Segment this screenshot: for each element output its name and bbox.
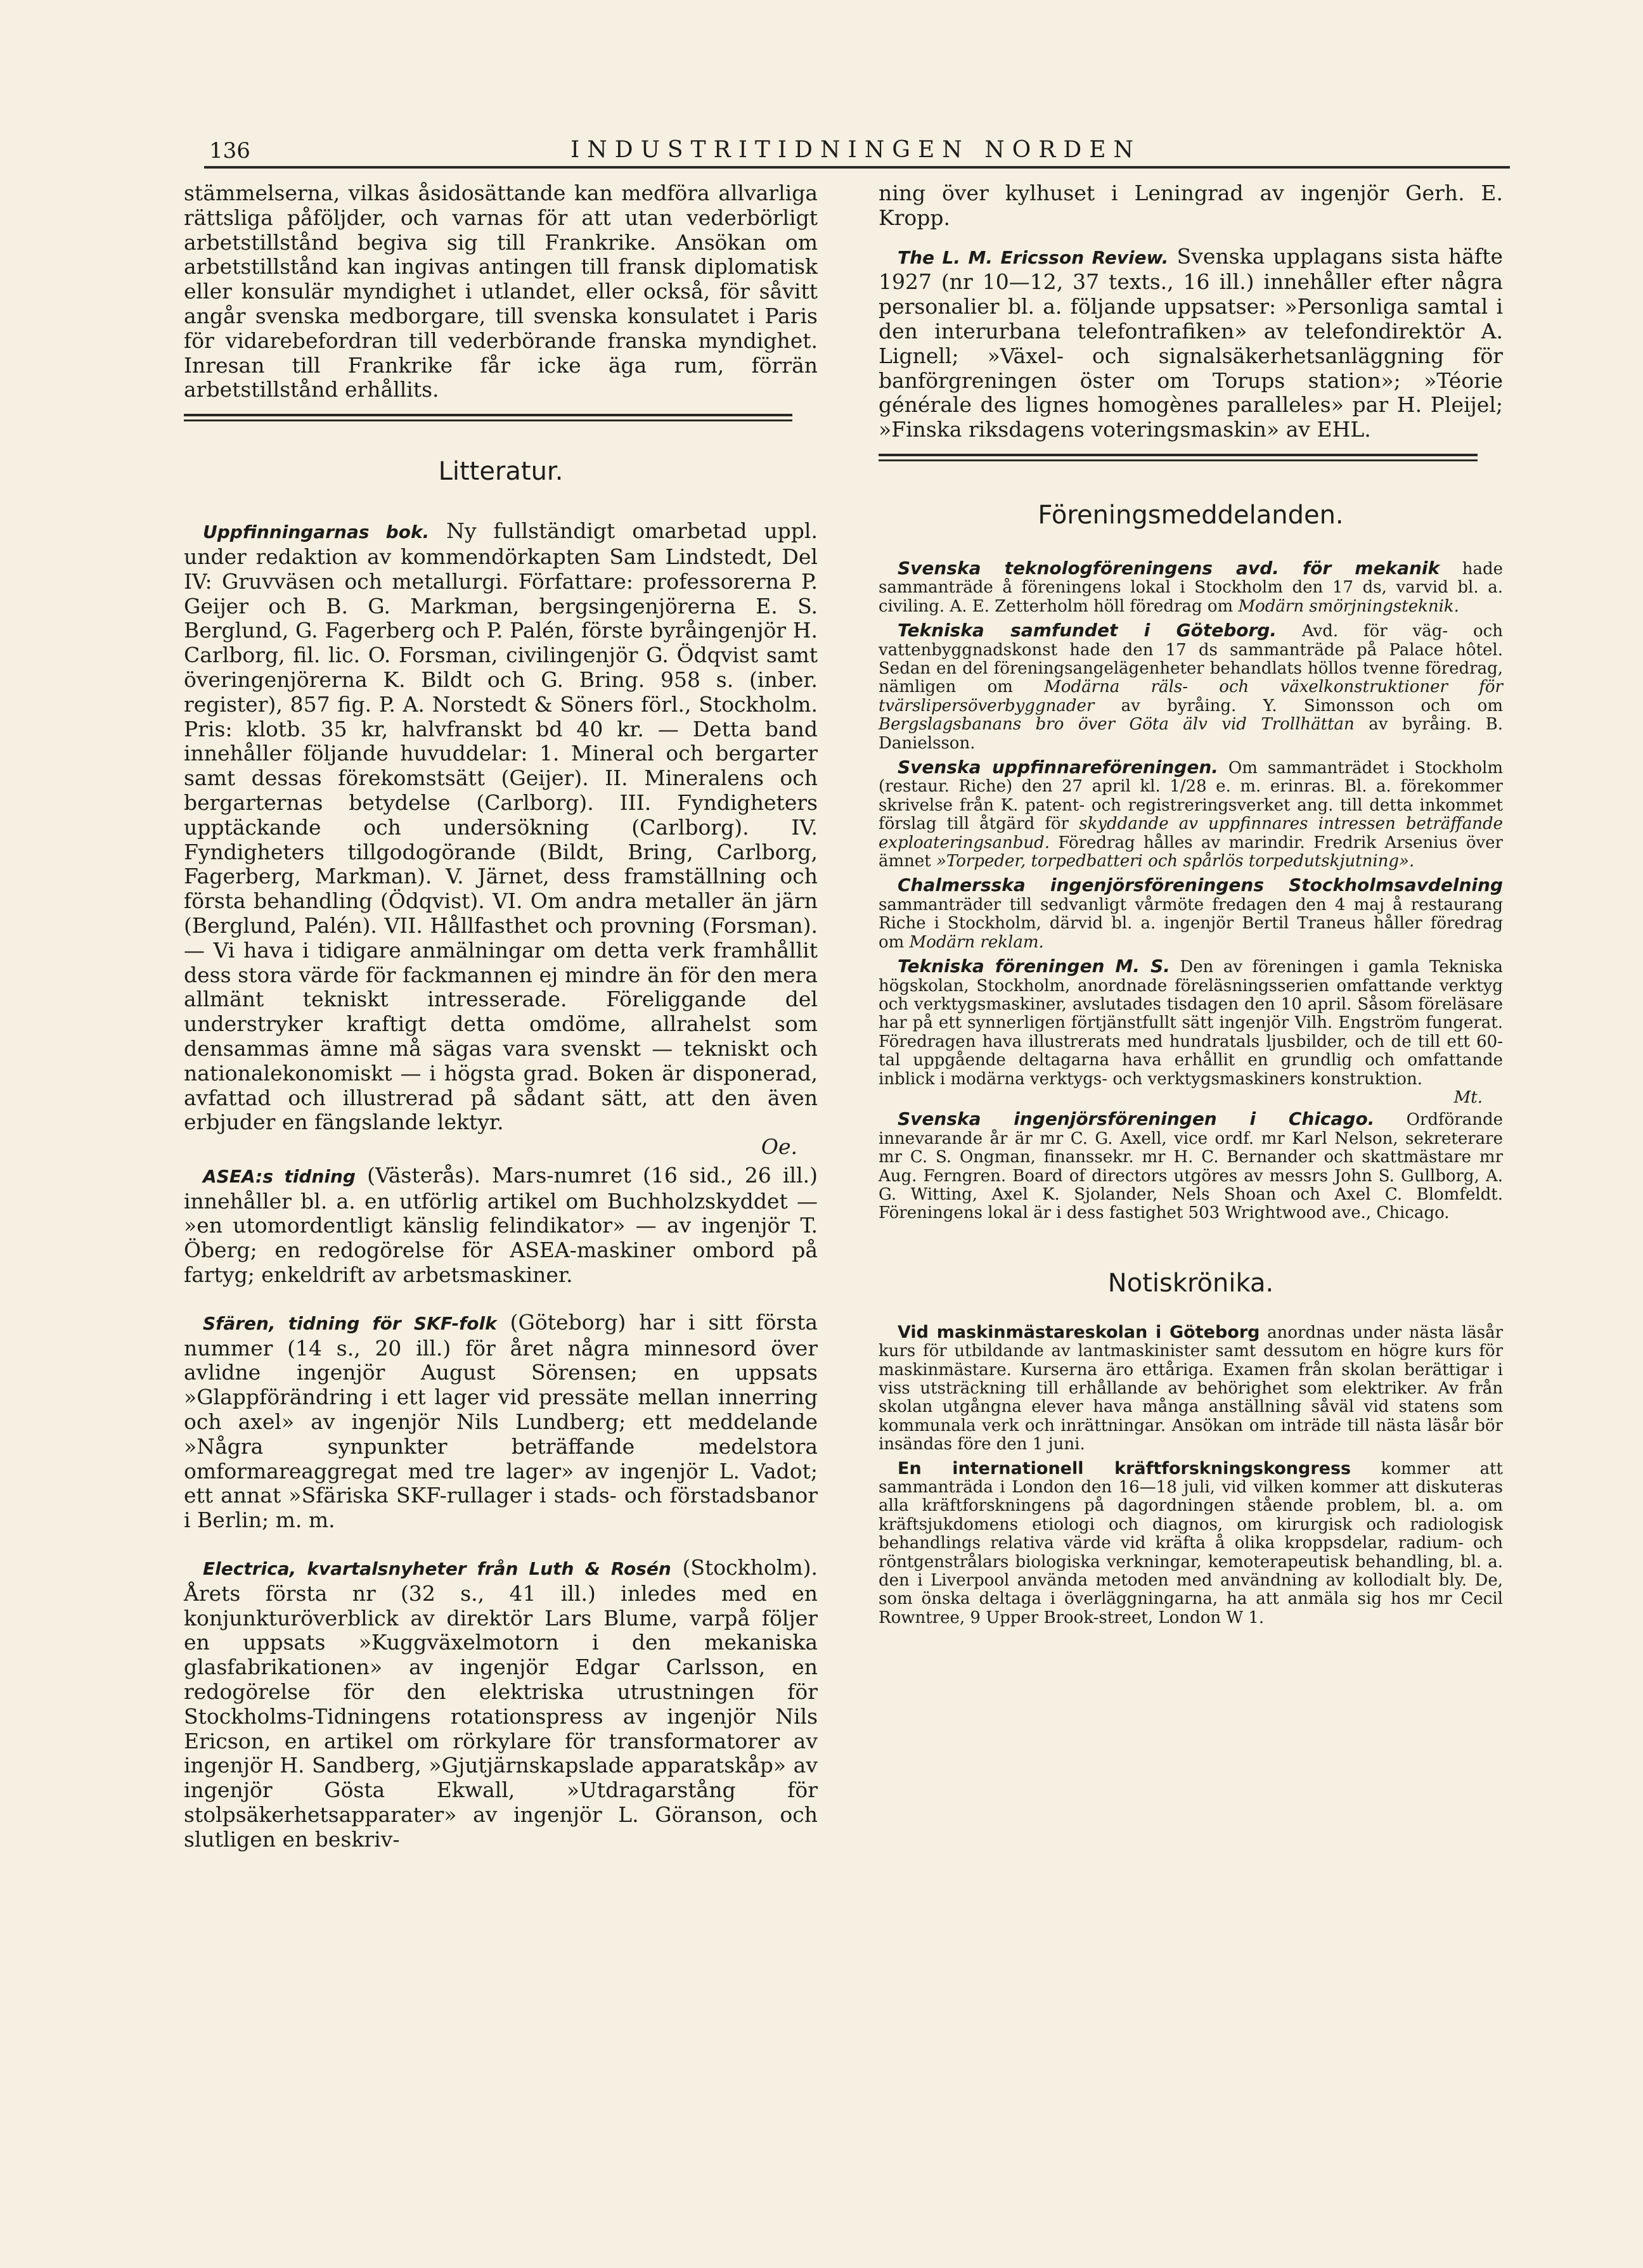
continued-paragraph: ning över kylhuset i Leningrad av ingenjör Gerh. E. Kropp. — [879, 181, 1503, 230]
review-title: Uppfinningarnas bok. — [203, 522, 430, 543]
intro-paragraph: stämmelserna, vilkas åsidosättande kan medföra allvarliga rättsliga påföljder, och varnas för att utan vederbörligt arbetstillstånd begiva sig till Frankrike. Ansökan om arbetstillstånd kan ingivas antingen till fransk diplomatisk eller konsulär myndighet i utlandet, eller också, för såvitt angår svenska medborgare, till svenska konsulatet i Paris för vidarebefordran till vederbörande franska myndighet. Inresan till Frankrike får icke äga rum, förrän arbetstillstånd erhållits. — [184, 181, 818, 402]
notice-tekniska-samfundet: Tekniska samfundet i Göteborg. Avd. för väg- och vattenbyggnadskonst hade den 17 ds sammanträde på Palace hôtel. Sedan en del föreningsangelägenheter behandlats höllos tvenne föredrag, nämligen om Modärna räls- och växelkonstruktioner för tvärslipersöverbyggnader av byråing. Y. Simonsson och om Bergslagsbanans bro över Göta älv vid Trollhättan av byråing. B. Danielsson. — [879, 620, 1503, 753]
header-rule — [204, 166, 1510, 169]
section-divider — [184, 414, 792, 421]
page-number: 136 — [209, 138, 250, 163]
right-column — [879, 181, 1503, 1627]
review-ericsson: The L. M. Ericsson Review. Svenska upplagans sista häfte 1927 (nr 10—12, 37 texts., 16 ill.) innehåller efter några personalier bl. a. följande uppsatser: »Personliga samtal i den interurbana telefontrafiken» av telefondirektör A. Lignell; »Växel- och signalsäkerhetsanläggning för banförgreningen öster om Torups station»; »Téorie générale des lignes homogènes paralleles» par H. Pleijel; »Finska riksdagens voteringsmaskin» av EHL. — [879, 243, 1503, 442]
litteratur-heading: Litteratur. — [438, 457, 564, 487]
notice-uppfinnareforeningen: Svenska uppfinnareföreningen. Om sammanträdet i Stockholm (restaur. Riche) den 27 april kl. 1/28 e. m. erinras. Bl. a. förekommer skrivelse från K. patent- och registreringsverket ang. till detta inkommet förslag till åtgärd för skyddande av uppfinnares intressen beträffande exploateringsanbud. Föredrag hålles av marindir. Fredrik Arsenius över ämnet »Torpeder, torpedbatteri och spårlös torpedutskjutning». — [879, 757, 1503, 871]
review-title: Electrica, kvartalsnyheter från Luth & Rosén — [203, 1558, 671, 1580]
review-uppfinningarnas-bok: Uppfinningarnas bok. Ny fullständigt omarbetad uppl. under redaktion av kommendörkapten Sam Lindstedt, Del IV: Gruvväsen och metallurgi. Författare: professorerna P. Geijer och B. G. Markman, bergsingenjörerna E. S. Berglund, G. Fagerberg och P. Palén, förste byråingenjör H. Carlborg, fil. lic. O. Forsman, civilingenjör G. Ödqvist samt överingenjörerna K. Bildt och G. Bring. 958 s. (inber. register), 857 fig. P. A. Norstedt & Söners förl., Stockholm. Pris: klotb. 35 kr, halvfranskt bd 40 kr. — Detta band innehåller följande huvuddelar: 1. Mineral och bergarter samt dessas förekomstsätt (Geijer). II. Mineralens och bergarternas betydelse (Carlborg). III. Fyndigheters upptäckande och undersökning (Carlborg). IV. Fyndigheters tillgodogörande (Bildt, Bring, Carlborg, Fagerberg, Markman). V. Järnet, dess framställning och första behandling (Ödqvist). VI. Om andra metaller än järn (Berglund, Palén). VII. Hållfasthet och provning (Forsman). — Vi hava i tidigare anmälningar om detta verk framhållit dess stora värde för fackmannen ej mindre än för den mera allmänt tekniskt intresserade. Föreliggande del understryker kraftigt detta omdöme, allrahelst som densammas ämne må sägas vara svenskt — tekniskt och nationalekonomiskt — i högsta grad. Boken är disponerad, avfattad och illustrerad på sådant sätt, att den även erbjuder en fängslande lektyr. — [184, 518, 818, 1135]
left-column — [184, 181, 818, 1852]
review-title: The L. M. Ericsson Review. — [898, 247, 1169, 268]
notice-signature: Mt. — [1453, 1087, 1483, 1107]
notice-tekniska-foreningen-ms: Tekniska föreningen M. S. Den av föreningen i gamla Tekniska högskolan, Stockholm, anordnade föreläsningsserien omfattande verktyg och verktygsmaskiner, avslutades tisdagen den 10 april. Såsom föreläsare har på ett synnerligen förtjänstfullt sätt ingenjör Vilh. Engström fungerat. Föredragen hava illustrerats med hundratals ljusbilder, och de till ett 60-tal uppgående deltagarna hava erhållit en grundlig och omfattande inblick i modärna verktygs- och verktygsmaskiners konstruktion. — [879, 956, 1503, 1089]
journal-title: INDUSTRITIDNINGEN NORDEN — [570, 137, 1141, 163]
review-title: Sfären, tidning för SKF-folk — [203, 1312, 497, 1334]
running-header — [165, 138, 1509, 163]
review-electrica: Electrica, kvartalsnyheter från Luth & Rosén (Stockholm). Årets första nr (32 s., 41 ill.) inledes med en konjunkturöverblick av direktör Lars Blume, varpå följer en uppsats »Kuggväxelmotorn i den mekaniska glasfabrikationen» av ingenjör Edgar Carlsson, en redogörelse för den elektriska utrustningen för Stockholms-Tidningens rotationspress av ingenjör Nils Ericson, en artikel om rörkylare för transformatorer av ingenjör H. Sandberg, »Gjutjärnskapslade apparatskåp» av ingenjör Gösta Ekwall, »Utdragarstång för stolpsäkerhetsapparater» av ingenjör L. Göranson, och slutligen en beskriv- — [184, 1555, 818, 1852]
review-sfaren: Sfären, tidning för SKF-folk (Göteborg) har i sitt första nummer (14 s., 20 ill.) för året några minnesord över avlidne ingenjör August Sörensen; en uppsats »Glappförändring i ett lager vid pressäte mellan innerring och axel» av ingenjör Nils Lundberg; ett meddelande »Några synpunkter beträffande medelstora omformareaggregat med tre lager» av ingenjör L. Vadot; ett annat »Sfäriska SKF-rullager i stads- och förstadsbanor i Berlin; m. m. — [184, 1309, 818, 1533]
news-maskinmastareskolan: Vid maskinmästareskolan i Göteborg anordnas under nästa läsår kurs för utbildande av lantmaskinister samt dessutom en högre kurs för maskinmästare. Kurserna äro ettåriga. Examen från skolan berättigar i viss utsträckning till erhållande av behörighet som elektriker. Av från skolan utgångna elever hava många anställning såväl vid statens som kommunala verk och inrättningar. Ansökan om inträde till nästa läsår bör insändas före den 1 juni. — [879, 1322, 1503, 1454]
review-signature: Oe. — [761, 1134, 797, 1160]
news-kraftforskningskongress: En internationell kräftforskningskongress kommer att sammanträda i London den 16—18 juli, vid vilken kommer att diskuteras alla kräftforskningens på dagordningen stående problem, bl. a. om kräftsjukdomens etiologi och diagnos, om kirurgisk och radiologisk behandlings relativa värde vid kräfta å olika kroppsdelar, radium- och röntgenstrålars biologiska verkningar, kemoterapeutisk behandling, bl. a. den i Liverpool använda metoden med användning av kollodialt bly. De, som önska deltaga i överläggningarna, ha att anmäla sig hos mr Cecil Rowntree, 9 Upper Brook-street, London W 1. — [879, 1458, 1503, 1627]
notiskronika-heading: Notiskrönika. — [1107, 1268, 1274, 1298]
notice-chalmersska: Chalmersska ingenjörsföreningens Stockholmsavdelning sammanträder till sedvanligt vårmöte fredagen den 4 maj å restaurang Riche i Stockholm, därvid bl. a. ingenjör Bertil Traneus håller föredrag om Modärn reklam. — [879, 875, 1503, 952]
notice-chicago: Svenska ingenjörsföreningen i Chicago. Ordförande innevarande år är mr C. G. Axell, vice ordf. mr Karl Nelson, sekreterare mr C. S. Ongman, finanssekr. mr H. C. Bernander och skattmästare mr Aug. Ferngren. Board of directors utgöres av messrs John S. Gullborg, A. G. Witting, Axel K. Sjolander, Nels Shoan och Axel C. Blomfeldt. Föreningens lokal är i dess fastighet 503 Wrightwood ave., Chicago. — [879, 1108, 1503, 1223]
section-divider — [879, 454, 1478, 461]
foreningsmeddelanden-heading: Föreningsmeddelanden. — [1038, 500, 1344, 530]
review-asea-tidning: ASEA:s tidning (Västerås). Mars-numret (16 sid., 26 ill.) innehåller bl. a. en utförlig artikel om Buchholzskyddet — »en utomordentligt känslig felindikator» — av ingenjör T. Öberg; en redogörelse för ASEA-maskiner ombord på fartyg; enkeldrift av arbetsmaskiner. — [184, 1162, 818, 1288]
review-title: ASEA:s tidning — [203, 1165, 356, 1187]
notice-teknologforeningen: Svenska teknologföreningens avd. för mekanik hade sammanträde å föreningens lokal i Stockholm den 17 ds, varvid bl. a. civiling. A. E. Zetterholm höll föredrag om Modärn smörjningsteknik. — [879, 557, 1504, 616]
